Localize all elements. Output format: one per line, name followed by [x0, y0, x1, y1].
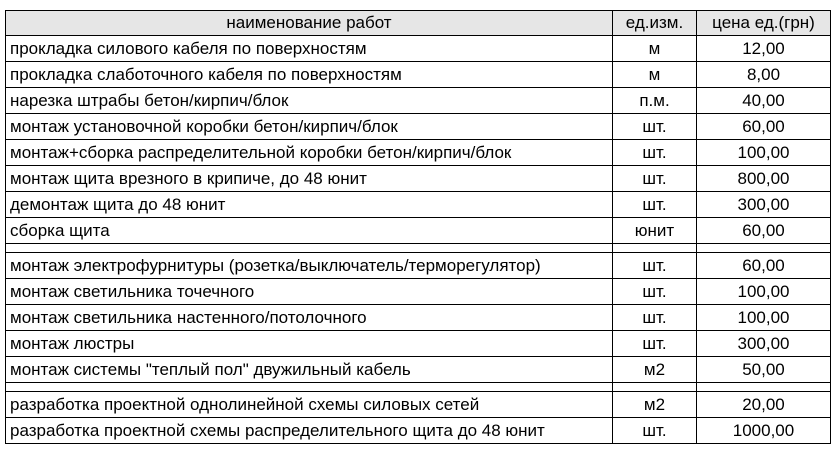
- empty-cell[interactable]: [697, 244, 831, 253]
- header-row: [6, 11, 831, 36]
- spacer-row: [6, 244, 831, 253]
- work-name-cell[interactable]: разработка проектной схемы распределительного щита до 48 юнит: [6, 418, 613, 444]
- price-cell[interactable]: 60,00: [697, 253, 831, 279]
- price-cell[interactable]: 100,00: [697, 140, 831, 166]
- table-row: [6, 305, 831, 331]
- table-row: [6, 192, 831, 218]
- unit-cell[interactable]: шт.: [613, 305, 697, 331]
- empty-cell[interactable]: [6, 244, 613, 253]
- table-row: [6, 62, 831, 88]
- price-cell[interactable]: 800,00: [697, 166, 831, 192]
- price-table-body: [6, 11, 831, 444]
- price-cell[interactable]: 300,00: [697, 331, 831, 357]
- unit-cell[interactable]: шт.: [613, 418, 697, 444]
- empty-cell[interactable]: [613, 383, 697, 392]
- unit-cell[interactable]: м2: [613, 392, 697, 418]
- table-row: [6, 357, 831, 383]
- header-price-cell[interactable]: цена ед.(грн): [697, 11, 831, 36]
- price-cell[interactable]: 20,00: [697, 392, 831, 418]
- unit-cell[interactable]: шт.: [613, 192, 697, 218]
- work-name-cell[interactable]: демонтаж щита до 48 юнит: [6, 192, 613, 218]
- work-name-cell[interactable]: разработка проектной однолинейной схемы силовых сетей: [6, 392, 613, 418]
- price-table: [5, 10, 831, 444]
- unit-cell[interactable]: шт.: [613, 331, 697, 357]
- table-row: [6, 331, 831, 357]
- unit-cell[interactable]: шт.: [613, 253, 697, 279]
- price-cell[interactable]: 12,00: [697, 36, 831, 62]
- price-cell[interactable]: 60,00: [697, 218, 831, 244]
- work-name-cell[interactable]: монтаж люстры: [6, 331, 613, 357]
- table-row: [6, 114, 831, 140]
- empty-cell[interactable]: [613, 244, 697, 253]
- header-name-cell[interactable]: наименование работ: [6, 11, 613, 36]
- table-row: [6, 253, 831, 279]
- work-name-cell[interactable]: монтаж светильника настенного/потолочного: [6, 305, 613, 331]
- unit-cell[interactable]: шт.: [613, 166, 697, 192]
- price-cell[interactable]: 40,00: [697, 88, 831, 114]
- table-row: [6, 279, 831, 305]
- work-name-cell[interactable]: прокладка слаботочного кабеля по поверхностям: [6, 62, 613, 88]
- unit-cell[interactable]: м: [613, 36, 697, 62]
- unit-cell[interactable]: м2: [613, 357, 697, 383]
- empty-cell[interactable]: [6, 383, 613, 392]
- unit-cell[interactable]: шт.: [613, 140, 697, 166]
- unit-cell[interactable]: шт.: [613, 279, 697, 305]
- unit-cell[interactable]: п.м.: [613, 88, 697, 114]
- empty-cell[interactable]: [697, 383, 831, 392]
- header-unit-cell[interactable]: ед.изм.: [613, 11, 697, 36]
- price-cell[interactable]: 100,00: [697, 279, 831, 305]
- table-row: [6, 392, 831, 418]
- work-name-cell[interactable]: сборка щита: [6, 218, 613, 244]
- work-name-cell[interactable]: монтаж системы "теплый пол" двужильный кабель: [6, 357, 613, 383]
- price-cell[interactable]: 8,00: [697, 62, 831, 88]
- unit-cell[interactable]: шт.: [613, 114, 697, 140]
- price-cell[interactable]: 300,00: [697, 192, 831, 218]
- unit-cell[interactable]: м: [613, 62, 697, 88]
- work-name-cell[interactable]: прокладка силового кабеля по поверхностям: [6, 36, 613, 62]
- work-name-cell[interactable]: монтаж установочной коробки бетон/кирпич/блок: [6, 114, 613, 140]
- price-cell[interactable]: 1000,00: [697, 418, 831, 444]
- unit-cell[interactable]: юнит: [613, 218, 697, 244]
- table-row: [6, 88, 831, 114]
- work-name-cell[interactable]: монтаж электрофурнитуры (розетка/выключатель/терморегулятор): [6, 253, 613, 279]
- work-name-cell[interactable]: монтаж+сборка распределительной коробки бетон/кирпич/блок: [6, 140, 613, 166]
- price-cell[interactable]: 100,00: [697, 305, 831, 331]
- price-cell[interactable]: 60,00: [697, 114, 831, 140]
- table-row: [6, 140, 831, 166]
- table-row: [6, 218, 831, 244]
- table-row: [6, 36, 831, 62]
- price-cell[interactable]: 50,00: [697, 357, 831, 383]
- price-list-sheet: [5, 10, 831, 444]
- work-name-cell[interactable]: нарезка штрабы бетон/кирпич/блок: [6, 88, 613, 114]
- work-name-cell[interactable]: монтаж щита врезного в крипиче, до 48 юнит: [6, 166, 613, 192]
- work-name-cell[interactable]: монтаж светильника точечного: [6, 279, 613, 305]
- spacer-row: [6, 383, 831, 392]
- table-row: [6, 166, 831, 192]
- table-row: [6, 418, 831, 444]
